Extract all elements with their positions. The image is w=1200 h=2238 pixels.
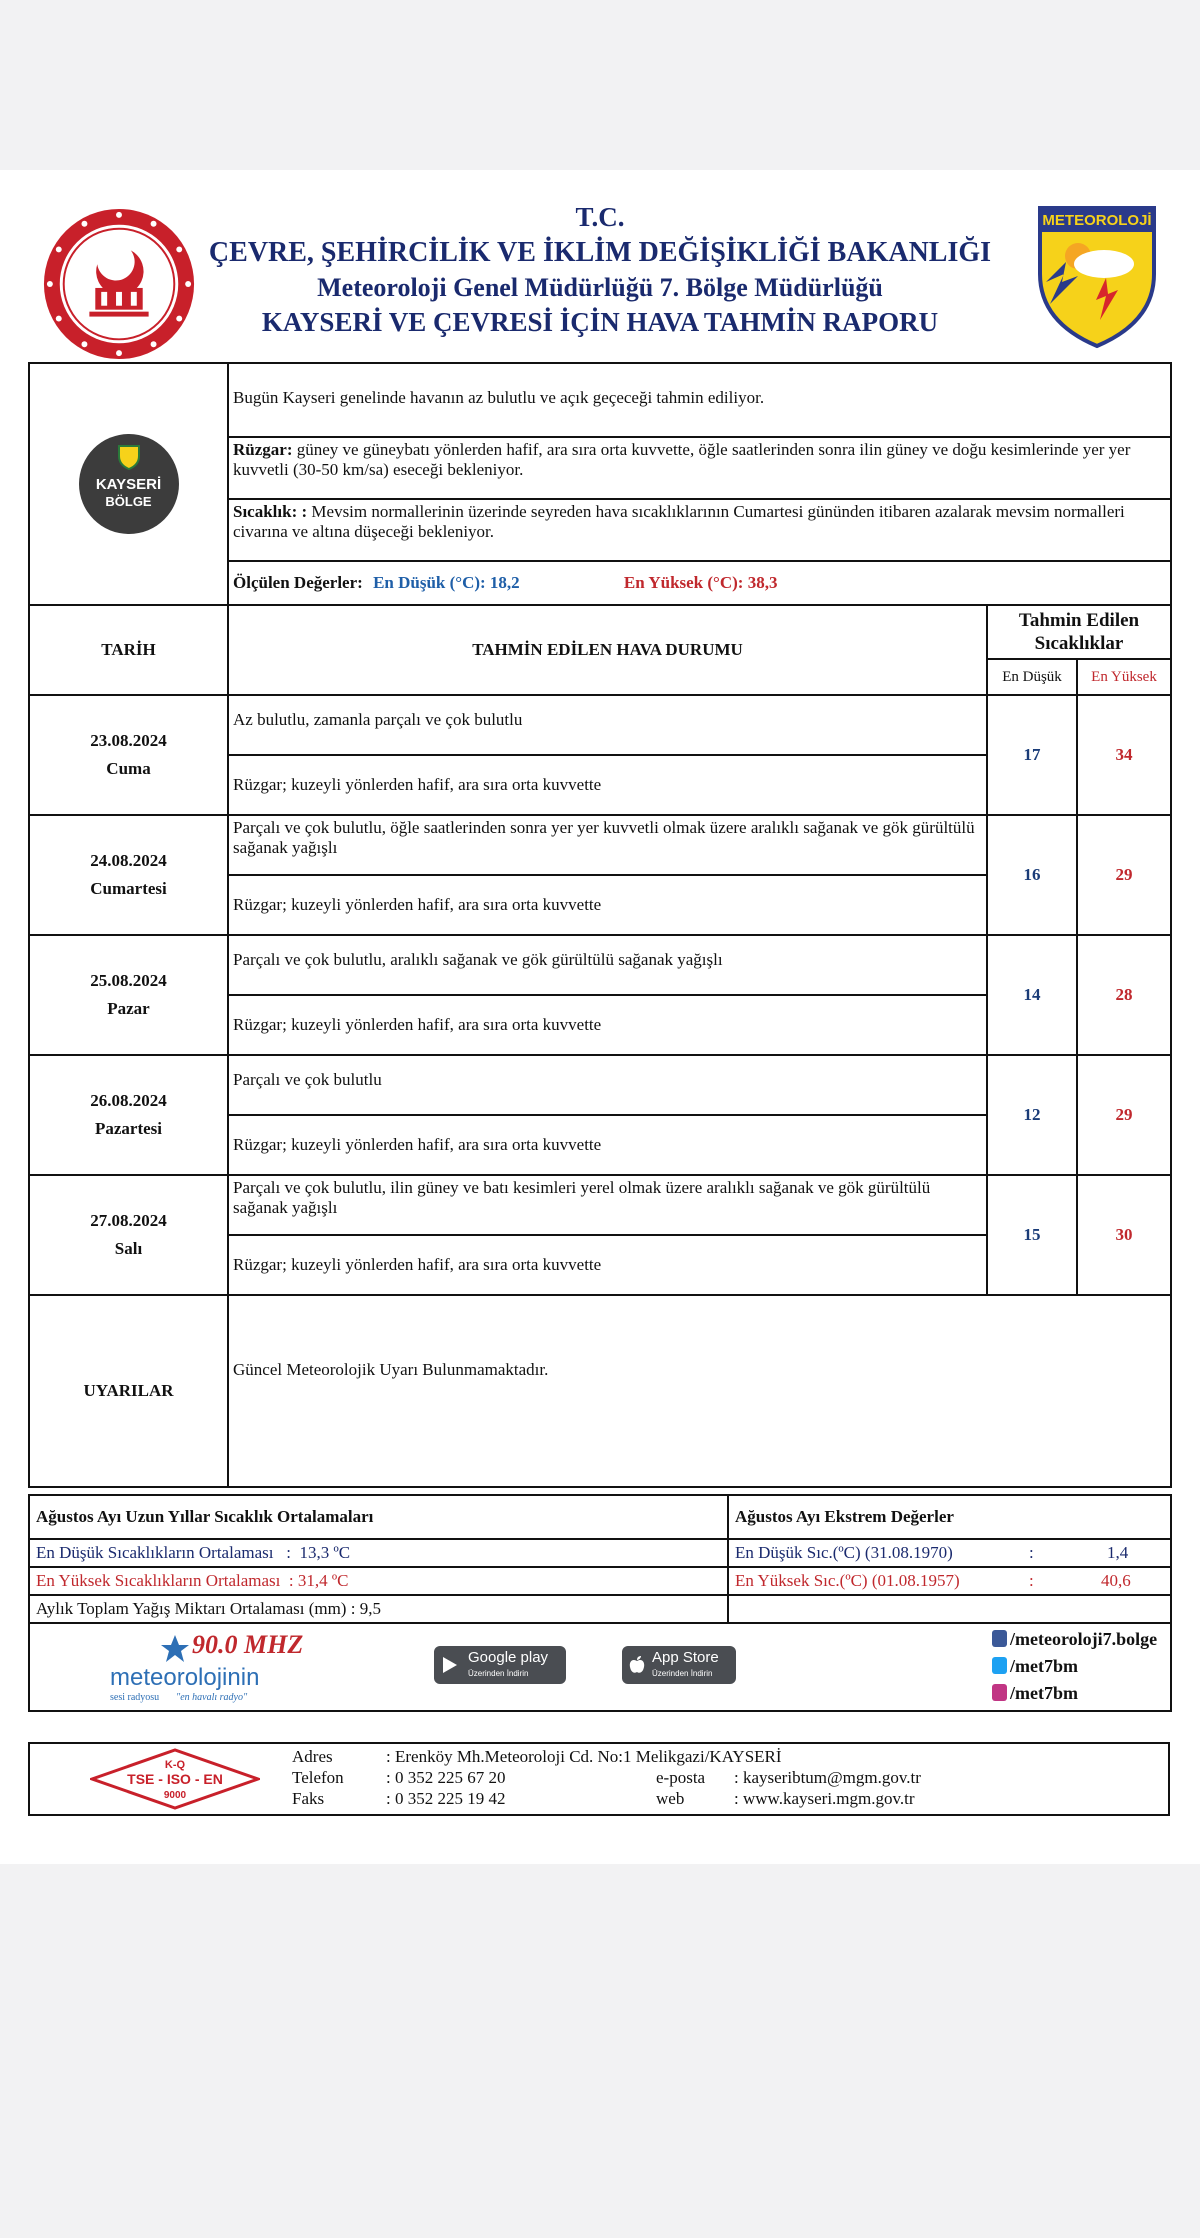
day-low-temp: 17 [987, 695, 1077, 815]
twitter-handle: /met7bm [1010, 1656, 1078, 1676]
day-date-cell [29, 815, 228, 935]
google-play-label: Google play [468, 1649, 549, 1666]
day-date: 27.08.2024 [90, 1211, 167, 1230]
day-date-cell [29, 695, 228, 815]
phone-label: Telefon [292, 1768, 344, 1787]
warnings-label: UYARILAR [29, 1295, 228, 1487]
address-value: : Erenköy Mh.Meteoroloji Cd. No:1 Melikgazi/KAYSERİ [386, 1747, 782, 1766]
col-header-date: TARİH [29, 605, 228, 695]
measured-low: En Düşük (°C): 18,2 [373, 573, 520, 592]
day-low-temp: 15 [987, 1175, 1077, 1295]
avg-rain: Aylık Toplam Yağış Miktarı Ortalaması (mm) : 9,5 [29, 1595, 728, 1623]
day-name: Cuma [106, 759, 151, 778]
address-label: Adres [292, 1747, 333, 1766]
cert-bot: 9000 [163, 1790, 187, 1801]
app-store-sub: Üzerinden İndirin [652, 1669, 713, 1678]
day-date-cell [29, 935, 228, 1055]
day-wind: Rüzgar; kuzeyli yönlerden hafif, ara sıra orta kuvvette [228, 875, 987, 935]
warnings-text: Güncel Meteorolojik Uyarı Bulunmamaktadır. [228, 1295, 1171, 1487]
avg-high: En Yüksek Sıcaklıkların Ortalaması : 31,4 ºC [29, 1567, 728, 1595]
day-date: 24.08.2024 [90, 851, 167, 870]
google-play-sub: Üzerinden İndirin [468, 1669, 529, 1678]
fax-line [292, 1788, 921, 1809]
twitter-icon [992, 1657, 1007, 1674]
address-line [292, 1746, 921, 1767]
temperature-summary [228, 499, 1171, 561]
radio-sub: sesi radyosu [110, 1692, 160, 1703]
measured-label: Ölçülen Değerler: [233, 573, 363, 592]
day-high-temp: 29 [1077, 815, 1171, 935]
cert-top: K-Q [164, 1759, 186, 1771]
twitter-link[interactable] [992, 1653, 1157, 1680]
day-weather: Parçalı ve çok bulutlu [228, 1055, 987, 1115]
tse-iso-certificate-logo [90, 1748, 260, 1810]
instagram-icon [992, 1684, 1007, 1701]
day-wind: Rüzgar; kuzeyli yönlerden hafif, ara sıra orta kuvvette [228, 1115, 987, 1175]
day-weather: Parçalı ve çok bulutlu, öğle saatlerinden sonra yer yer kuvvetli olmak üzere aralıklı sağanak ve gök gürültülü sağanak yağışlı [228, 815, 987, 875]
email-label: e-posta [656, 1768, 706, 1787]
google-play-button[interactable] [434, 1646, 566, 1684]
day-name: Cumartesi [90, 879, 167, 898]
day-weather: Az bulutlu, zamanla parçalı ve çok bulutlu [228, 695, 987, 755]
app-store-label: App Store [652, 1649, 719, 1666]
wind-label: Rüzgar: [233, 440, 293, 459]
empty-cell [728, 1595, 1171, 1623]
facebook-link[interactable] [992, 1626, 1157, 1653]
day-name: Pazartesi [94, 1119, 163, 1138]
report-sheet [0, 170, 1200, 1864]
meteoroloji-logo [1036, 204, 1158, 350]
day-high-temp: 28 [1077, 935, 1171, 1055]
meteoroloji-logo-text: METEOROLOJİ [1042, 212, 1152, 229]
radio-slogan: "en havalı radyo" [176, 1692, 248, 1703]
extreme-low-row [728, 1539, 1171, 1567]
extreme-high-label: En Yüksek Sıc.(ºC) (01.08.1957) [735, 1571, 960, 1590]
region-line2: BÖLGE [105, 494, 152, 509]
web-value[interactable]: : www.kayseri.mgm.gov.tr [734, 1789, 915, 1808]
long-term-title: Ağustos Ayı Uzun Yıllar Sıcaklık Ortalamaları [29, 1495, 728, 1539]
web-label: web [656, 1789, 685, 1808]
col-header-low: En Düşük [987, 659, 1077, 695]
avg-low: En Düşük Sıcaklıkların Ortalaması : 13,3 ºC [29, 1539, 728, 1567]
fax-value: : 0 352 225 19 42 [386, 1789, 506, 1808]
day-low-temp: 16 [987, 815, 1077, 935]
measured-high: En Yüksek (°C): 38,3 [623, 573, 778, 592]
extreme-low-colon: : [1029, 1543, 1034, 1562]
forecast-table [28, 362, 1172, 1488]
extreme-high-value: 40,6 [1101, 1571, 1131, 1590]
col-header-temps: Tahmin Edilen Sıcaklıklar [987, 605, 1171, 659]
col-header-high: En Yüksek [1077, 659, 1171, 695]
region-line1: KAYSERİ [95, 476, 162, 493]
social-links [992, 1626, 1157, 1707]
phone-line [292, 1767, 921, 1788]
app-store-button[interactable] [622, 1646, 736, 1684]
day-wind: Rüzgar; kuzeyli yönlerden hafif, ara sıra orta kuvvette [228, 995, 987, 1055]
measured-values [228, 561, 1171, 605]
contact-footer [28, 1742, 1170, 1816]
day-high-temp: 30 [1077, 1175, 1171, 1295]
email-value[interactable]: : kayseribtum@mgm.gov.tr [734, 1768, 921, 1787]
day-high-temp: 34 [1077, 695, 1171, 815]
instagram-handle: /met7bm [1010, 1683, 1078, 1703]
radio-logo [80, 1628, 310, 1708]
extreme-high-colon: : [1029, 1571, 1034, 1590]
facebook-handle: /meteoroloji7.bolge [1010, 1629, 1158, 1649]
facebook-icon [992, 1630, 1007, 1647]
header-report-title: KAYSERİ VE ÇEVRESİ İÇİN HAVA TAHMİN RAPORU [261, 307, 939, 337]
star-icon [160, 1634, 190, 1664]
day-low-temp: 14 [987, 935, 1077, 1055]
media-row [29, 1623, 1171, 1711]
temp-label: Sıcaklık: : [233, 502, 308, 521]
day-date-cell [29, 1175, 228, 1295]
day-date-cell [29, 1055, 228, 1175]
wind-text: güney ve güneybatı yönlerden hafif, ara sıra orta kuvvette, öğle saatlerinden sonra ilin güney ve doğu kesimlerinde yer yer kuvvetli (30-50 km/sa) eseceği bekleniyor. [233, 440, 1131, 479]
general-summary: Bugün Kayseri genelinde havanın az bulutlu ve açık geçeceği tahmin ediliyor. [228, 363, 1171, 437]
header-directorate: Meteoroloji Genel Müdürlüğü 7. Bölge Müdürlüğü [317, 273, 883, 302]
header-tc: T.C. [575, 202, 625, 232]
report-header [0, 200, 1200, 340]
kayseri-bolge-badge [79, 434, 179, 534]
phone-value: : 0 352 225 67 20 [386, 1768, 506, 1787]
day-date: 26.08.2024 [90, 1091, 167, 1110]
instagram-link[interactable] [992, 1680, 1157, 1707]
radio-frequency: 90.0 MHZ [192, 1630, 304, 1659]
apple-icon [629, 1655, 645, 1675]
region-cell [29, 363, 228, 605]
wind-summary [228, 437, 1171, 499]
temp-text: Mevsim normallerinin üzerinde seyreden hava sıcaklıklarının Cumartesi gününden itibaren azalarak mevsim normalleri civarına ve altına düşeceği bekleniyor. [233, 502, 1125, 541]
day-date: 25.08.2024 [90, 971, 167, 990]
day-wind: Rüzgar; kuzeyli yönlerden hafif, ara sıra orta kuvvette [228, 1235, 987, 1295]
day-wind: Rüzgar; kuzeyli yönlerden hafif, ara sıra orta kuvvette [228, 755, 987, 815]
play-icon [442, 1656, 458, 1674]
day-low-temp: 12 [987, 1055, 1077, 1175]
day-weather: Parçalı ve çok bulutlu, aralıklı sağanak ve gök gürültülü sağanak yağışlı [228, 935, 987, 995]
day-high-temp: 29 [1077, 1055, 1171, 1175]
day-name: Pazar [107, 999, 150, 1018]
monthly-stats-table [28, 1494, 1172, 1712]
day-weather: Parçalı ve çok bulutlu, ilin güney ve batı kesimleri yerel olmak üzere aralıklı sağanak ve gök gürültülü sağanak yağışlı [228, 1175, 987, 1235]
extreme-low-value: 1,4 [1107, 1543, 1129, 1562]
extremes-title: Ağustos Ayı Ekstrem Değerler [728, 1495, 1171, 1539]
day-date: 23.08.2024 [90, 731, 167, 750]
extreme-high-row [728, 1567, 1171, 1595]
fax-label: Faks [292, 1789, 325, 1808]
day-name: Salı [114, 1239, 143, 1258]
extreme-low-label: En Düşük Sıc.(ºC) (31.08.1970) [735, 1543, 953, 1562]
header-ministry: ÇEVRE, ŞEHİRCİLİK VE İKLİM DEĞİŞİKLİĞİ BAKANLIĞI [208, 237, 992, 268]
col-header-weather: TAHMİN EDİLEN HAVA DURUMU [228, 605, 987, 695]
contact-lines [292, 1746, 921, 1809]
radio-name: meteorolojinin [110, 1664, 260, 1691]
region-emblem-icon [117, 444, 141, 470]
cert-mid: TSE - ISO - EN [127, 1771, 223, 1787]
